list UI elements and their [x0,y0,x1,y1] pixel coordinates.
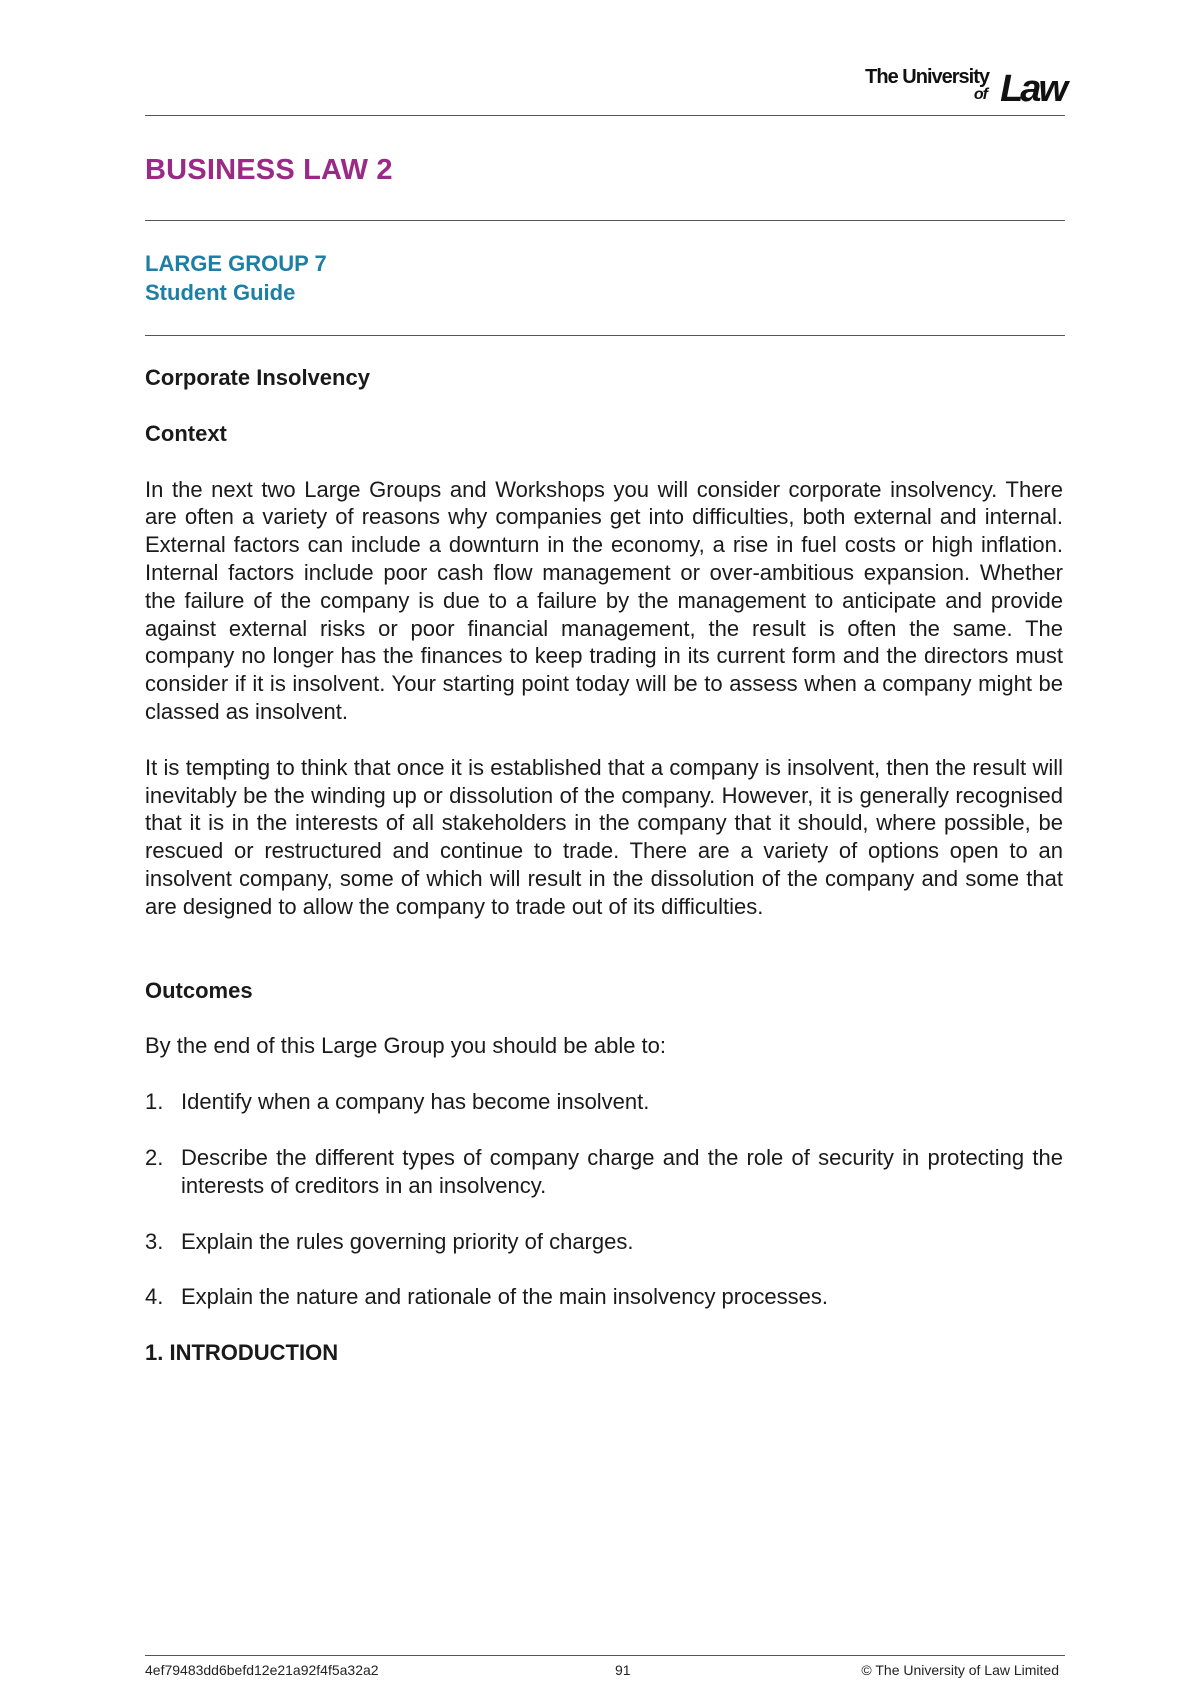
section-heading-introduction: 1. INTRODUCTION [145,1340,339,1366]
large-group-label: LARGE GROUP 7 [145,251,327,276]
context-paragraph-1: In the next two Large Groups and Workshops you will consider corporate insolvency. There are often a variety of reasons why companies get into difficulties, both external and internal. External factors can include a downturn in the economy, a rise in fuel costs or high inflation. Internal factors include poor cash flow management or over-ambitious expansion. Whether the failure of the company is due to a failure by the management to anticipate and provide against external risks or poor financial management, the result is often the same. The company no longer has the finances to keep trading in its current form and the directors must consider if it is insolvent. Your starting point today will be to assess when a company might be classed as insolvent. [145,476,1063,724]
context-heading: Context [145,420,227,446]
outcome-number: 1. [145,1089,164,1115]
header-divider [145,115,1065,116]
outcome-number: 4. [145,1284,164,1310]
outcome-item [145,1144,1063,1200]
outcome-text: Describe the different types of company charge and the role of security in protecting the interests of creditors in an insolvency. [181,1144,1063,1198]
logo-line-of: of [973,86,987,103]
university-of-law-logo [855,64,1065,108]
outcome-number: 3. [145,1228,164,1254]
student-guide-label: Student Guide [145,280,296,305]
outcome-text: Identify when a company has become insolvent. [181,1089,650,1115]
outcome-item [145,1283,1063,1311]
outcome-text: Explain the rules governing priority of charges. [181,1228,634,1254]
copyright-notice: © The University of Law Limited [861,1662,1059,1678]
page-number: 91 [615,1662,631,1678]
document-title: BUSINESS LAW 2 [145,154,393,186]
footer-divider [145,1655,1065,1656]
subtitle-divider [145,335,1065,336]
logo-line-the-university: The University [865,66,989,88]
outcome-item [145,1088,1063,1116]
title-divider [145,220,1065,221]
logo-line-law: Law [1000,68,1065,110]
outcomes-intro: By the end of this Large Group you should be able to: [145,1033,667,1059]
outcomes-list [145,1088,1063,1311]
topic-heading: Corporate Insolvency [145,365,370,390]
document-hash: 4ef79483dd6befd12e21a92f4f5a32a2 [145,1662,379,1678]
outcome-number: 2. [145,1144,164,1170]
outcome-text: Explain the nature and rationale of the main insolvency processes. [181,1284,828,1310]
document-body [145,364,1063,1367]
outcome-item [145,1228,1063,1256]
outcomes-heading: Outcomes [145,977,253,1003]
context-paragraph-2: It is tempting to think that once it is established that a company is insolvent, then the result will inevitably be the winding up or dissolution of the company. However, it is generally recognised that it is in the interests of all stakeholders in the company that it should, where possible, be rescued or restructured and continue to trade. There are a variety of options open to an insolvent company, some of which will result in the dissolution of the company and some that are designed to allow the company to trade out of its difficulties. [145,754,1063,919]
